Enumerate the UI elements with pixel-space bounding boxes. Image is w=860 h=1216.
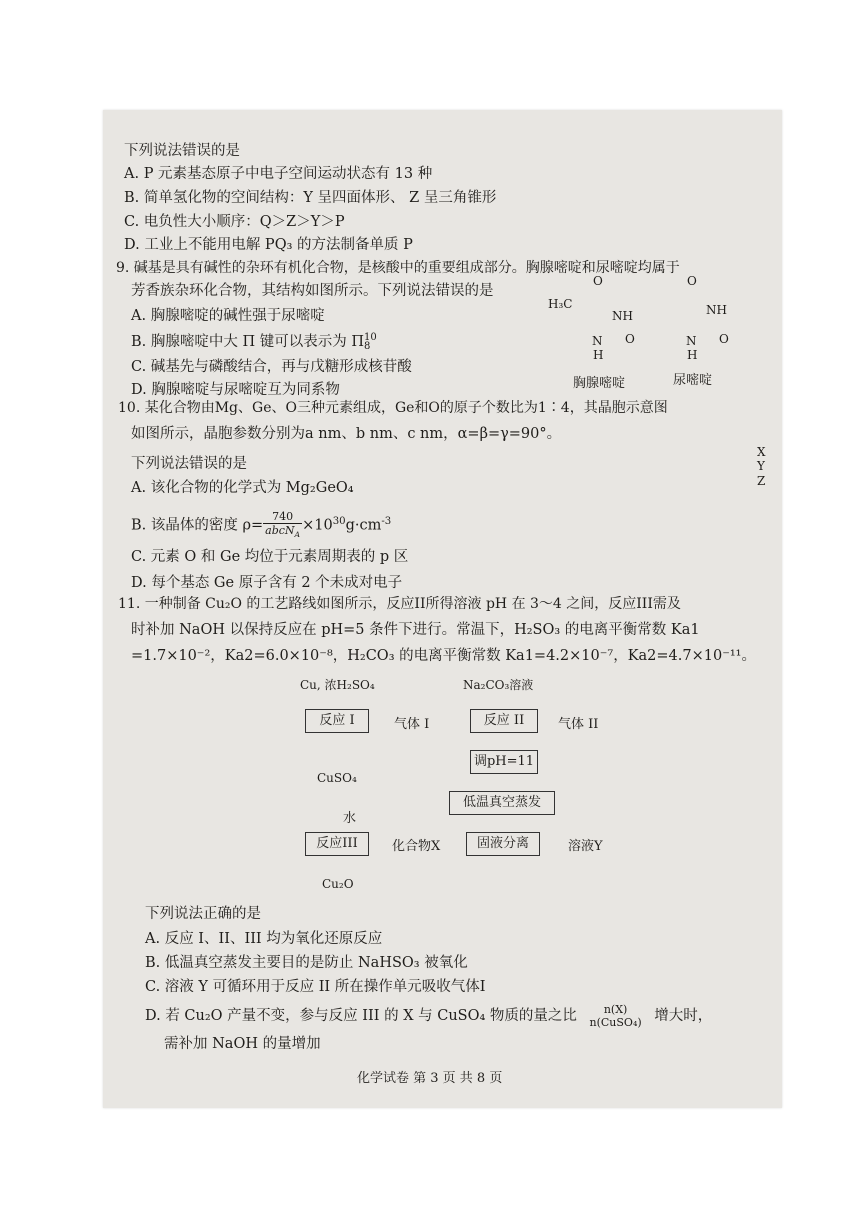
q10-option-a: A. 该化合物的化学式为 Mg₂GeO₄ [131,480,354,496]
flow-reaction-2: 反应 II [470,709,538,733]
thymine-label: 胸腺嘧啶 [573,376,626,391]
q11-option-a: A. 反应 I、II、III 均为氧化还原反应 [145,931,383,947]
legend-x: X [757,445,766,459]
flow-compound-x: 化合物X [392,839,441,854]
flow-water: 水 [343,811,357,826]
density-numerator: 740 [263,510,302,524]
q8-option-a: A. P 元素基态原子中电子空间运动状态有 13 种 [124,166,433,182]
flow-solution-y: 溶液Y [568,839,603,854]
ratio-fraction [588,1003,644,1029]
flow-gas-2: 气体 II [558,717,599,732]
legend-z: Z [757,474,766,488]
q10-stem-line1: 10. 某化合物由Mg、Ge、O三种元素组成，Ge和O的原子个数比为1∶4，其晶胞示意图 [118,400,668,416]
uracil-o-right: O [719,332,729,346]
legend-y: Y [757,459,765,473]
q10-option-c: C. 元素 O 和 Ge 均位于元素周期表的 p 区 [131,549,409,565]
thymine-methyl: H₃C [548,297,573,311]
density-fraction [263,510,302,541]
q9-option-b [131,333,377,351]
q11-stem-line1: 11. 一种制备 Cu₂O 的工艺路线如图所示，反应II所得溶液 pH 在 3～4 之间，反应III需及 [118,596,681,612]
q10-option-d: D. 每个基态 Ge 原子含有 2 个未成对电子 [131,575,403,591]
q10-stem-line3: 下列说法错误的是 [131,456,247,472]
flow-adjust-ph: 调pH=11 [470,750,538,774]
q9-option-a: A. 胸腺嘧啶的碱性强于尿嘧啶 [131,308,325,324]
pi-subscript: 8 [364,341,371,352]
q11-option-c: C. 溶液 Y 可循环用于反应 II 所在操作单元吸收气体I [145,979,486,995]
q10-stem-line2: 如图所示，晶胞参数分别为a nm、b nm、c nm，α=β=γ=90°。 [131,426,562,442]
thymine-nh: NH [612,309,633,323]
q9-option-b-text: B. 胸腺嘧啶中大 Π 键可以表示为 [131,334,352,350]
thymine-h: H [593,348,604,362]
q10-option-b [131,510,391,541]
flow-gas-1: 气体 I [394,717,430,732]
thymine-o-top: O [593,274,603,288]
density-exponent: 30 [332,515,346,527]
density-denominator-sub: A [294,530,301,540]
q11-stem-line3: =1.7×10⁻²，Ka2=6.0×10⁻⁸，H₂CO₃ 的电离平衡常数 Ka1=4.2×10⁻⁷，Ka2=4.7×10⁻¹¹。 [131,648,756,664]
flow-reaction-3: 反应III [305,832,369,856]
q11-question: 下列说法正确的是 [145,906,261,922]
flow-evaporate: 低温真空蒸发 [449,791,555,815]
density-denominator: abcN [265,524,295,537]
uracil-n: N [686,334,697,348]
ratio-numerator: n(X) [603,1003,628,1016]
q11-option-d-line2: 需补加 NaOH 的量增加 [164,1036,321,1052]
ratio-denominator: n(CuSO₄) [589,1016,642,1029]
q9-stem-line1: 9. 碱基是具有碱性的杂环有机化合物，是核酸中的重要组成部分。胸腺嘧啶和尿嘧啶均属于 [116,260,680,276]
q8-option-d: D. 工业上不能用电解 PQ₃ 的方法制备单质 P [124,237,413,253]
density-unit: g·cm [345,517,382,534]
uracil-nh: NH [706,303,727,317]
pi-symbol: Π [351,334,365,350]
flow-input-na2co3: Na₂CO₃溶液 [463,678,534,692]
flow-cuso4: CuSO₄ [317,771,357,785]
uracil-label: 尿嘧啶 [673,373,713,388]
q9-option-d: D. 胸腺嘧啶与尿嘧啶互为同系物 [131,382,340,398]
q8-option-b: B. 简单氢化物的空间结构：Y 呈四面体形、 Z 呈三角锥形 [124,190,497,206]
q11-option-b: B. 低温真空蒸发主要目的是防止 NaHSO₃ 被氧化 [145,955,468,971]
flow-reaction-1: 反应 I [305,709,369,733]
density-multiplier: ×10 [302,517,333,534]
flow-product: Cu₂O [322,877,354,891]
density-unit-exponent: -3 [381,515,392,527]
q9-stem-line2: 芳香族杂环化合物，其结构如图所示。下列说法错误的是 [131,283,494,299]
flow-separation: 固液分离 [466,832,540,856]
pi-superscript: 10 [364,332,377,343]
flow-input-cu: Cu, 浓H₂SO₄ [300,678,375,692]
uracil-h: H [687,348,698,362]
thymine-o-right: O [625,332,635,346]
q8-stem: 下列说法错误的是 [124,143,240,159]
page-footer: 化学试卷 第 3 页 共 8 页 [357,1071,503,1086]
thymine-n: N [592,334,603,348]
uracil-o-top: O [687,274,697,288]
q11-option-d [145,1003,712,1029]
q9-option-c: C. 碱基先与磷酸结合，再与戊糖形成核苷酸 [131,359,412,375]
q11-option-d-suffix: 增大时， [654,1008,713,1024]
q11-option-d-text: D. 若 Cu₂O 产量不变，参与反应 III 的 X 与 CuSO₄ 物质的量之比 [145,1008,577,1024]
q8-option-c: C. 电负性大小顺序：Q＞Z＞Y＞P [124,214,345,230]
q11-stem-line2: 时补加 NaOH 以保持反应在 pH=5 条件下进行。常温下，H₂SO₃ 的电离平衡常数 Ka1 [131,622,700,638]
density-text: B. 该晶体的密度 ρ= [131,517,264,534]
